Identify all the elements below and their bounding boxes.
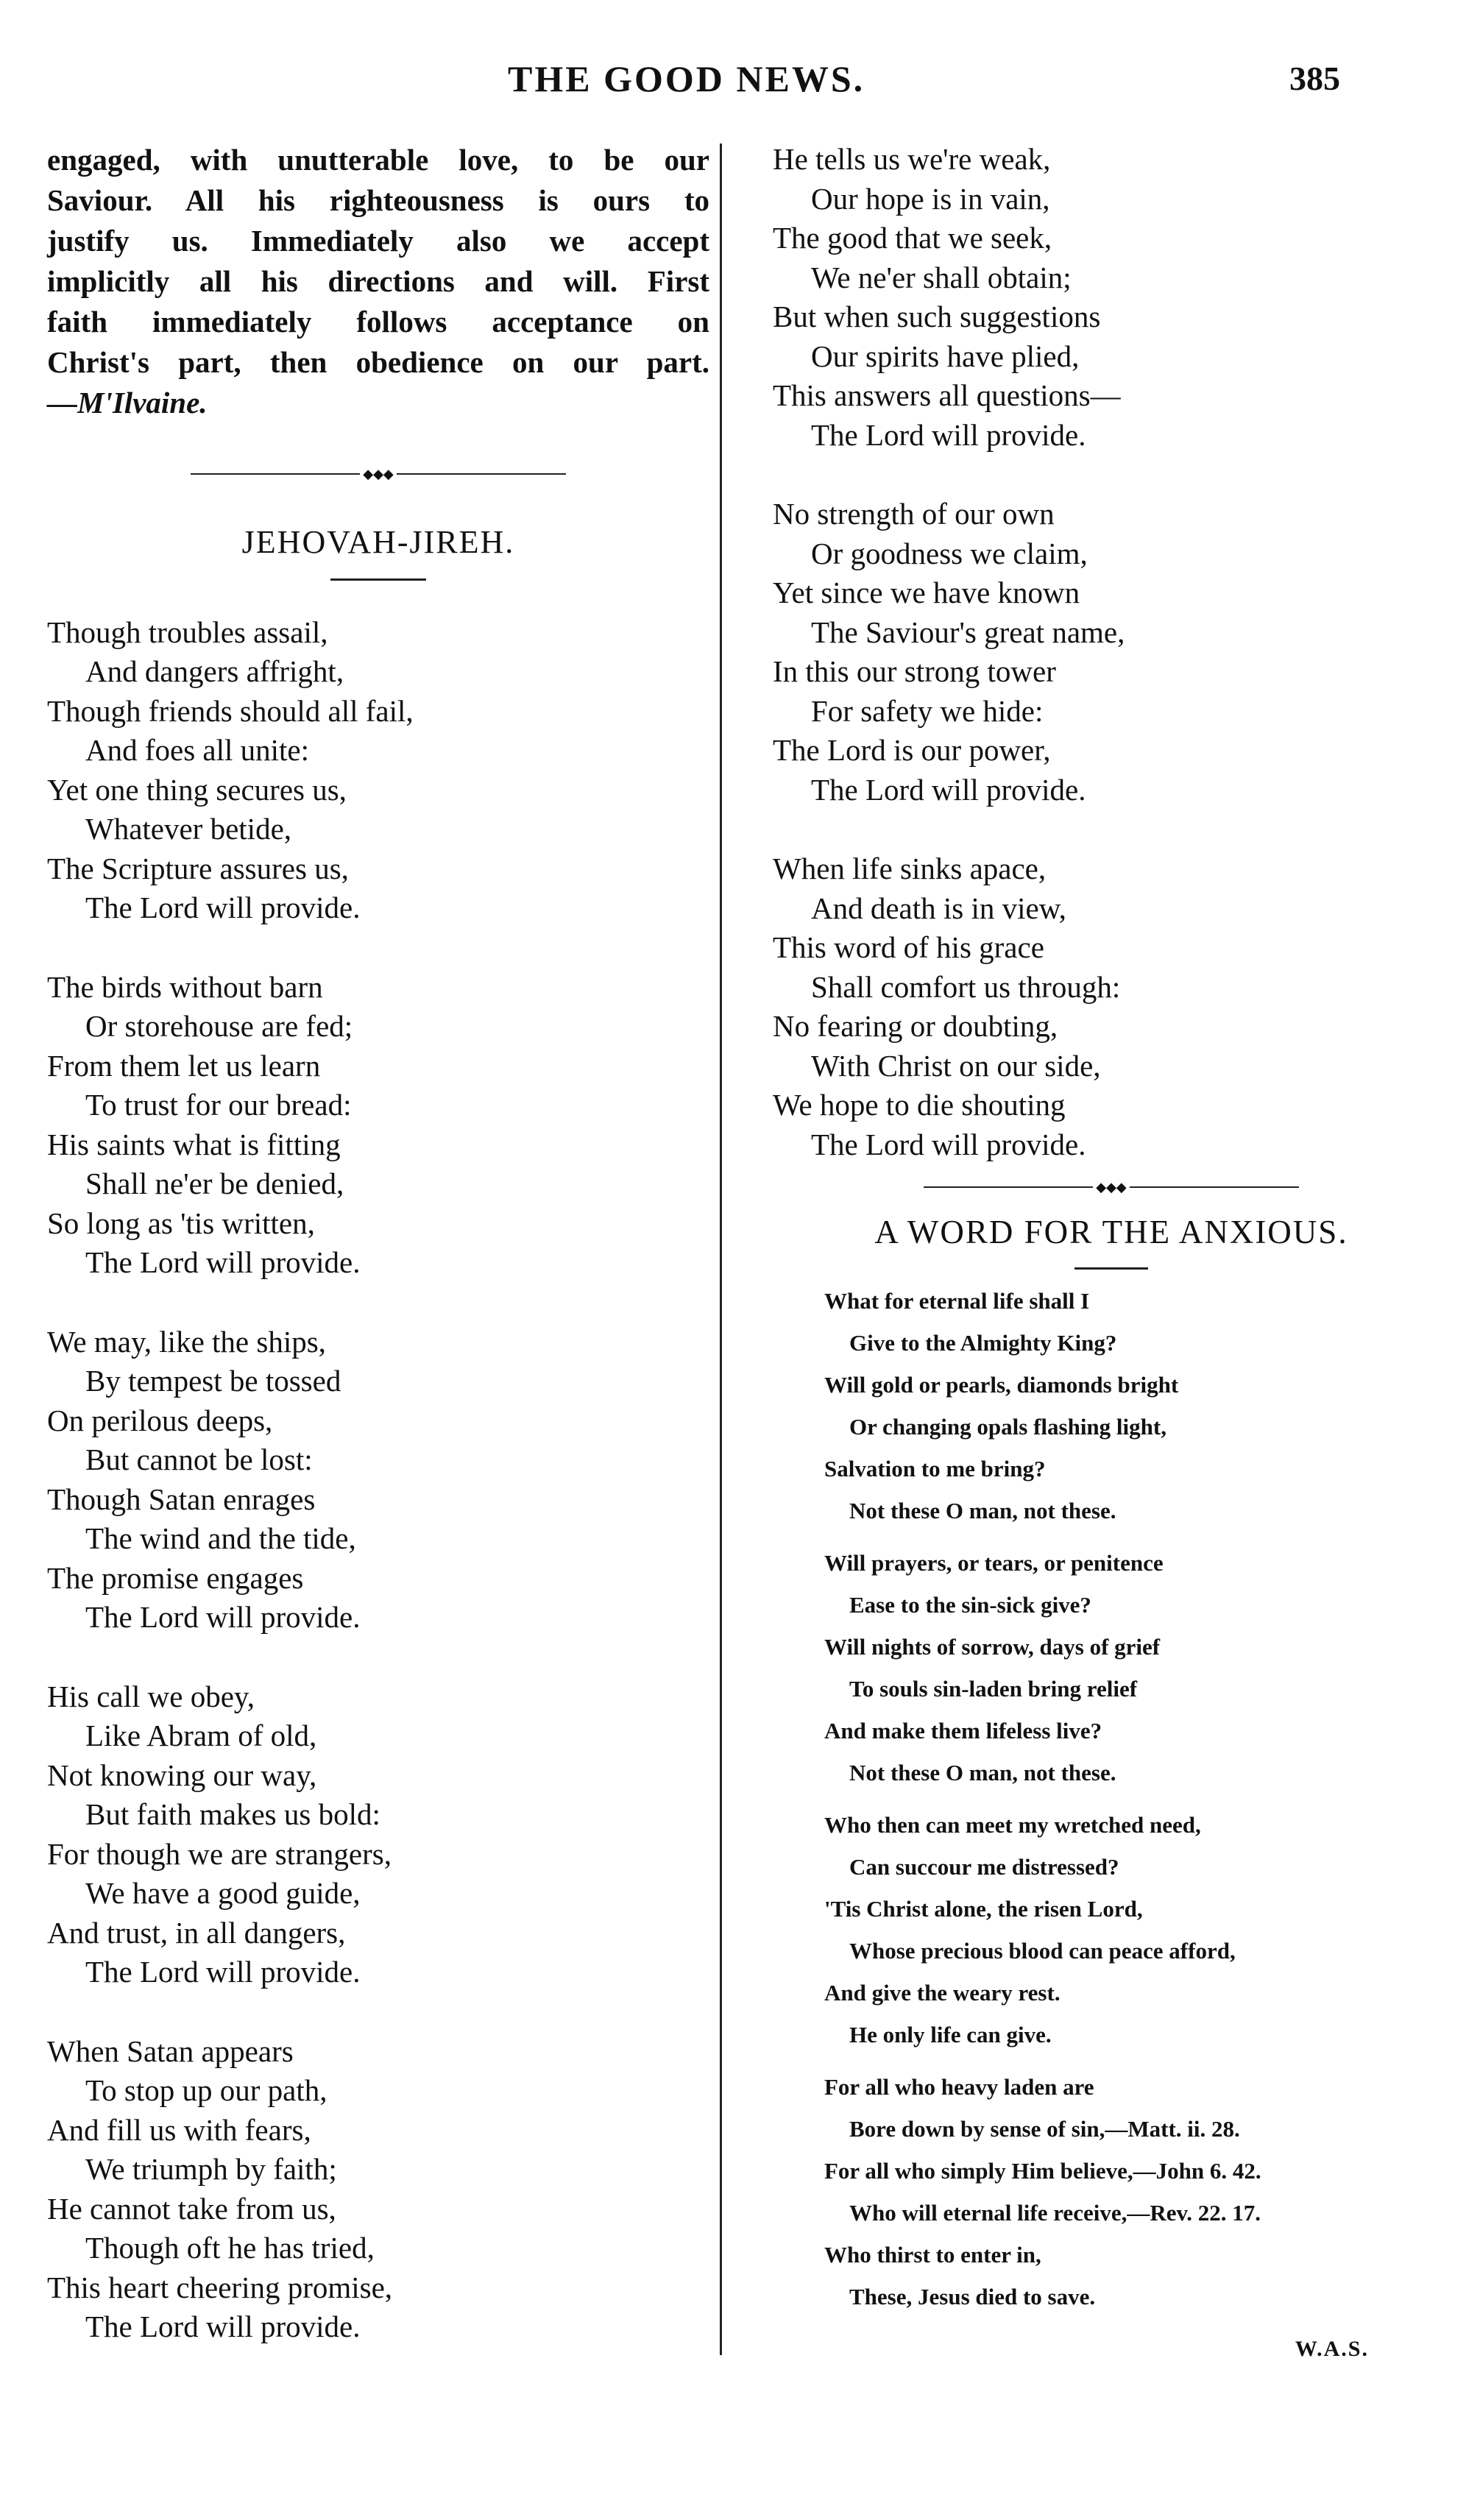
verse-line: Salvation to me bring? xyxy=(824,1455,1046,1482)
verse-line: To stop up our path, xyxy=(85,2073,327,2108)
verse-line: Yet since we have known xyxy=(773,576,1080,609)
verse-line: Whatever betide, xyxy=(85,812,292,846)
verse-line: The Lord will provide. xyxy=(85,1955,361,1989)
verse-line: We have a good guide, xyxy=(85,1876,361,1911)
verse-line: We hope to die shouting xyxy=(773,1088,1066,1122)
verse-line: When life sinks apace, xyxy=(773,852,1047,885)
section-ornament: ◆◆◆ xyxy=(773,1178,1450,1195)
verse-line: But faith makes us bold: xyxy=(85,1797,380,1832)
verse-line: To souls sin-laden bring relief xyxy=(849,1675,1138,1702)
poem-stanza xyxy=(773,495,1450,810)
verse-line: Though troubles assail, xyxy=(47,615,328,649)
verse-line: And death is in view, xyxy=(811,891,1066,925)
poem-stanza xyxy=(773,1804,1450,2056)
verse-line: The Scripture assures us, xyxy=(47,851,349,885)
title-rule xyxy=(1074,1267,1148,1270)
verse-line: He tells us we're weak, xyxy=(773,142,1051,176)
verse-line: Though friends should all fail, xyxy=(47,693,414,728)
intro-attribution: —M'Ilvaine. xyxy=(47,386,208,420)
verse-line: And fill us with fears, xyxy=(47,2112,311,2147)
intro-line: justify us. Immediately also we accept xyxy=(47,224,709,258)
verse-line: No fearing or doubting, xyxy=(773,1009,1058,1043)
intro-line: faith immediately follows acceptance on xyxy=(47,305,709,339)
verse-line: In this our strong tower xyxy=(773,654,1056,688)
verse-line: Our hope is in vain, xyxy=(811,181,1050,216)
verse-line: But cannot be lost: xyxy=(85,1443,313,1477)
verse-line: And dangers affright, xyxy=(85,654,344,689)
verse-line: Will prayers, or tears, or penitence xyxy=(824,1549,1164,1576)
verse-line: Or storehouse are fed; xyxy=(85,1009,353,1044)
intro-line: Saviour. All his righteousness is ours to xyxy=(47,183,709,217)
poem-title: JEHOVAH-JIREH. xyxy=(241,523,515,560)
verse-line: Though oft he has tried, xyxy=(85,2231,375,2265)
verse-line: The Lord will provide. xyxy=(85,891,361,925)
verse-line: The Lord is our power, xyxy=(773,733,1051,767)
verse-line: The Saviour's great name, xyxy=(811,615,1125,649)
verse-line: For safety we hide: xyxy=(811,693,1044,728)
anxious-poem xyxy=(773,1280,1450,2362)
verse-line: Not these O man, not these. xyxy=(849,1497,1116,1523)
verse-line: Or goodness we claim, xyxy=(811,536,1088,570)
verse-line: His saints what is fitting xyxy=(47,1127,341,1161)
section-ornament: ◆◆◆ xyxy=(47,464,709,482)
verse-line: These, Jesus died to save. xyxy=(849,2283,1096,2310)
verse-line: So long as 'tis written, xyxy=(47,1206,315,1240)
intro-line: engaged, with unutterable love, to be our xyxy=(47,143,709,177)
page-number: 385 xyxy=(1289,60,1340,97)
verse-line: This answers all questions— xyxy=(773,378,1121,412)
verse-line: Yet one thing secures us, xyxy=(47,772,347,807)
poem-stanza xyxy=(47,968,709,1283)
running-header xyxy=(0,57,1480,109)
verse-line: For all who heavy laden are xyxy=(824,2073,1094,2100)
intro-line: implicitly all his directions and will. First xyxy=(47,264,709,298)
verse-line: Like Abram of old, xyxy=(85,1719,317,1753)
verse-line: By tempest be tossed xyxy=(85,1364,341,1398)
verse-line: Can succour me distressed? xyxy=(849,1853,1119,1880)
author-signature: W.A.S. xyxy=(1295,2336,1369,2361)
poem-stanza xyxy=(47,1323,709,1638)
poem-stanza xyxy=(773,2066,1450,2318)
intro-paragraph xyxy=(47,140,709,423)
verse-line: When Satan appears xyxy=(47,2034,294,2068)
verse-line: The Lord will provide. xyxy=(85,1245,361,1280)
verse-line: The Lord will provide. xyxy=(811,772,1086,807)
poem-stanza xyxy=(773,1280,1450,1532)
verse-line: On perilous deeps, xyxy=(47,1403,273,1437)
verse-line: And foes all unite: xyxy=(85,733,310,768)
verse-line: Shall comfort us through: xyxy=(811,969,1121,1004)
poem-stanza xyxy=(773,849,1450,1164)
verse-line: Not knowing our way, xyxy=(47,1758,317,1792)
verse-line: The promise engages xyxy=(47,1560,304,1595)
verse-line: The Lord will provide. xyxy=(811,417,1086,452)
verse-line: What for eternal life shall I xyxy=(824,1287,1090,1314)
poem-stanza xyxy=(47,613,709,928)
verse-line: From them let us learn xyxy=(47,1048,321,1083)
left-column xyxy=(47,140,709,2347)
verse-line: Whose precious blood can peace afford, xyxy=(849,1937,1236,1964)
verse-line: But when such suggestions xyxy=(773,300,1101,333)
verse-line: Will nights of sorrow, days of grief xyxy=(824,1633,1161,1660)
verse-line: To trust for our bread: xyxy=(85,1088,352,1122)
verse-line: The Lord will provide. xyxy=(811,1127,1086,1161)
verse-line: The Lord will provide. xyxy=(85,1600,361,1635)
verse-line: Or changing opals flashing light, xyxy=(849,1413,1166,1440)
verse-line: Will gold or pearls, diamonds bright xyxy=(824,1371,1179,1398)
verse-line: Ease to the sin-sick give? xyxy=(849,1591,1091,1618)
verse-line: His call we obey, xyxy=(47,1679,255,1713)
right-column xyxy=(773,140,1450,2362)
poem-title: A WORD FOR THE ANXIOUS. xyxy=(874,1213,1348,1250)
verse-line: We ne'er shall obtain; xyxy=(811,260,1072,294)
verse-line: The wind and the tide, xyxy=(85,1521,356,1556)
verse-line: We may, like the ships, xyxy=(47,1324,326,1359)
verse-line: The good that we seek, xyxy=(773,221,1052,255)
verse-line: Who will eternal life receive,—Rev. 22. 17. xyxy=(849,2199,1261,2226)
column-divider xyxy=(720,144,722,2355)
verse-line: Who thirst to enter in, xyxy=(824,2241,1041,2268)
poem-stanza xyxy=(773,140,1450,455)
verse-line: No strength of our own xyxy=(773,497,1055,531)
verse-line: Not these O man, not these. xyxy=(849,1759,1116,1785)
verse-line: He only life can give. xyxy=(849,2021,1052,2048)
verse-line: And trust, in all dangers, xyxy=(47,1915,346,1950)
periodical-title: THE GOOD NEWS. xyxy=(508,58,865,99)
verse-line: Shall ne'er be denied, xyxy=(85,1167,344,1201)
verse-line: This heart cheering promise, xyxy=(47,2270,393,2304)
verse-line: Though Satan enrages xyxy=(47,1482,316,1516)
verse-line: Give to the Almighty King? xyxy=(849,1329,1117,1356)
poem-stanza xyxy=(47,2032,709,2347)
verse-line: 'Tis Christ alone, the risen Lord, xyxy=(824,1895,1143,1922)
poem-stanza xyxy=(773,1542,1450,1794)
verse-line: The birds without barn xyxy=(47,969,323,1004)
poem-stanza xyxy=(47,1677,709,1992)
verse-line: Bore down by sense of sin,—Matt. ii. 28. xyxy=(849,2115,1240,2142)
verse-line: Our spirits have plied, xyxy=(811,339,1080,373)
verse-line: With Christ on our side, xyxy=(811,1048,1101,1083)
verse-line: We triumph by faith; xyxy=(85,2152,337,2187)
verse-line: Who then can meet my wretched need, xyxy=(824,1811,1201,1838)
verse-line: The Lord will provide. xyxy=(85,2310,361,2344)
intro-line: Christ's part, then obedience on our part. xyxy=(47,345,709,379)
verse-line: For all who simply Him believe,—John 6. 42. xyxy=(824,2157,1261,2184)
verse-line: He cannot take from us, xyxy=(47,2191,336,2226)
verse-line: This word of his grace xyxy=(773,930,1044,964)
verse-line: And make them lifeless live? xyxy=(824,1717,1102,1744)
verse-line: And give the weary rest. xyxy=(824,1979,1061,2006)
verse-line: For though we are strangers, xyxy=(47,1836,392,1871)
